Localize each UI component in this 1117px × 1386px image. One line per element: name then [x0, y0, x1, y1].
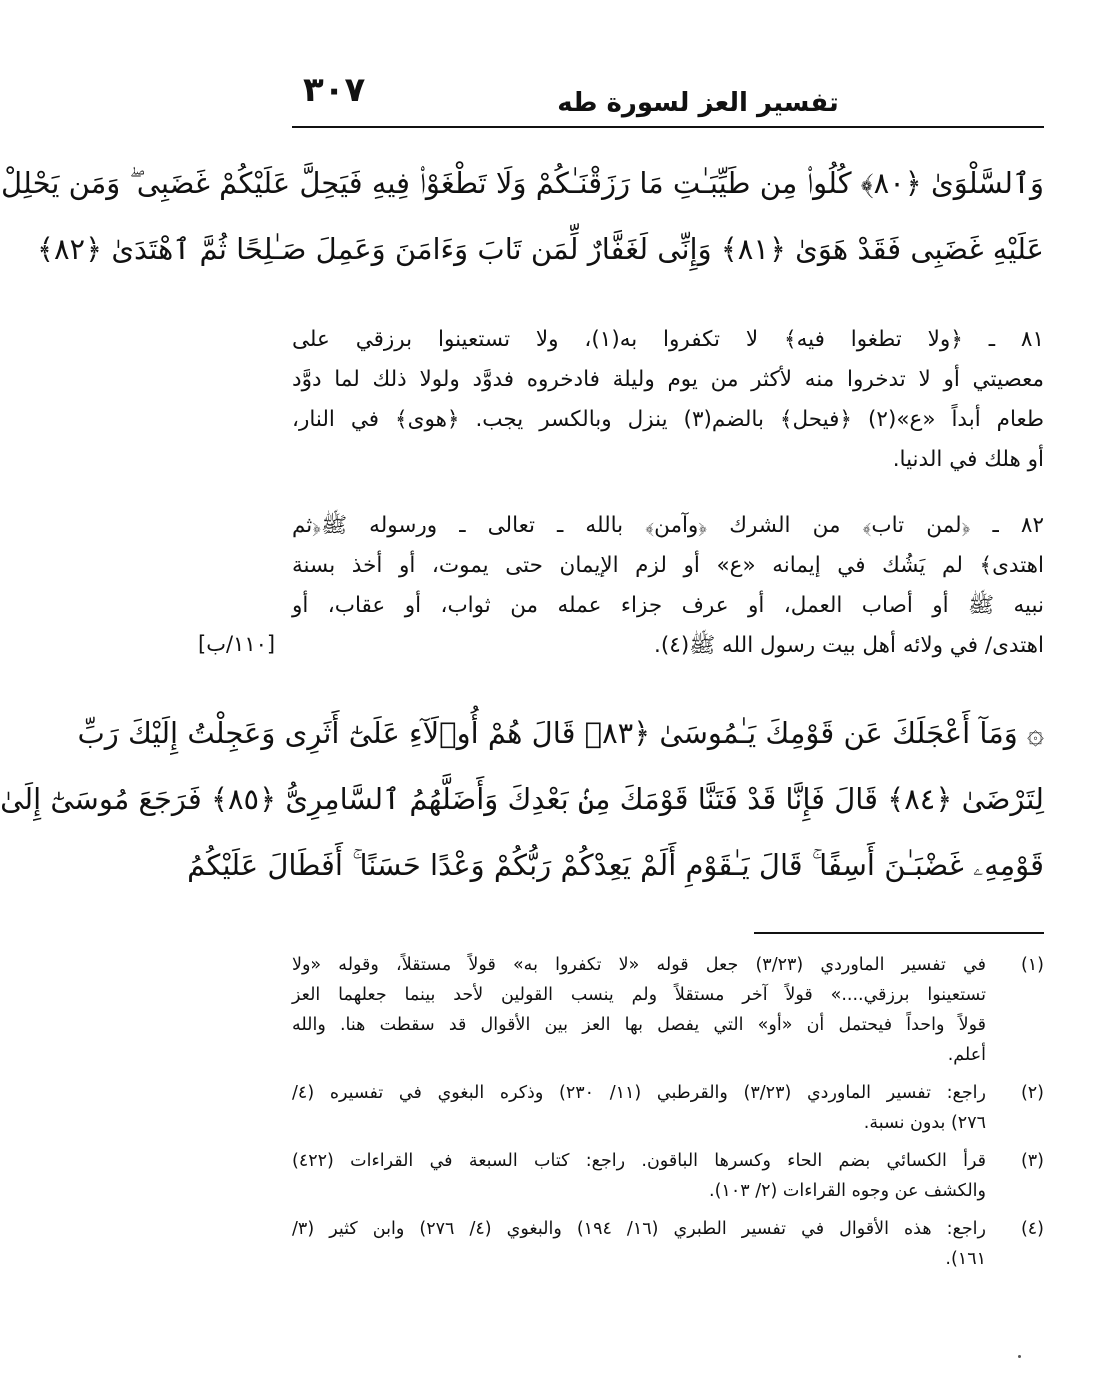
footnote-number: (١): [1020, 955, 1044, 975]
commentary-line: أو هلك في الدنيا.: [892, 447, 1044, 472]
commentary-verse-81: [292, 320, 1044, 480]
page-number: ٣٠٧: [303, 70, 366, 110]
quran-line: عَلَيْهِ غَضَبِى فَقَدْ هَوَىٰ ﴿٨١﴾ وَإِنِّى لَغَفَّارٌ لِّمَن تَابَ وَءَامَنَ وَعَمِلَ صَـٰلِحًا ثُمَّ ٱهْتَدَىٰ ﴿٨٢﴾: [36, 232, 1044, 266]
footnote: [292, 1214, 1044, 1274]
footnote-line: أعلم.: [947, 1045, 986, 1065]
quran-passage-2: [0, 700, 1044, 898]
footnote-line: تستعينوا برزقي....» قولاً آخر مستقلاً ولم ينسب القولين لأحد بينما جعلهما العز: [292, 985, 986, 1005]
footnotes: [292, 950, 1044, 1282]
scan-speck: [1018, 1355, 1021, 1358]
commentary-verse-82: [292, 506, 1044, 666]
footnote-line: قرأ الكسائي بضم الحاء وكسرها الباقون. راجع: كتاب السبعة في القراءات (٤٢٢): [292, 1151, 986, 1171]
quran-line: وَٱلسَّلْوَىٰ ﴿٨٠﴾ كُلُوا۟ مِن طَيِّبَـٰتِ مَا رَزَقْنَـٰكُمْ وَلَا تَطْغَوْا۟ فِيهِ فَيَحِلَّ عَلَيْكُمْ غَضَبِى ۖ وَمَن يَحْلِلْ: [1, 166, 1044, 200]
footnote-line: في تفسير الماوردي (٣/٢٣) جعل قوله «لا تكفروا به» قولاً مستقلاً، وقوله «ولا: [292, 955, 986, 975]
footnote-line: ١٦١).: [945, 1249, 986, 1269]
commentary-line: ٨٢ ـ ﴿لمن تاب﴾ من الشرك ﴿وآمن﴾ بالله ـ تعالى ـ ورسوله ﷺ﴿ثم: [292, 513, 1044, 538]
footnote-line: قولاً واحداً فيحتمل أن «أو» التي يفصل بها العز بين الأقوال قد سقطت هنا. والله: [292, 1015, 986, 1035]
manuscript-folio-marker: [١١٠/ب]: [198, 632, 276, 656]
footnote-number: (٢): [1020, 1083, 1044, 1103]
commentary-line: نبيه ﷺ أو أصاب العمل، أو عرف جزاء عمله من ثواب، أو عقاب، أو: [292, 593, 1044, 618]
footnote-divider: [754, 932, 1044, 934]
running-title: تفسير العز لسورة طه: [557, 88, 839, 118]
footnote-line: راجع: تفسير الماوردي (٣/٢٣) والقرطبي (١١/ ٢٣٠) وذكره البغوي في تفسيره (٤/: [292, 1083, 986, 1103]
header-divider: [292, 126, 1044, 128]
quran-line: ۞ وَمَآ أَعْجَلَكَ عَن قَوْمِكَ يَـٰمُوسَىٰ ﴿٨٣﴾ قَالَ هُمْ أُو۟لَآءِ عَلَىٰٓ أَثَرِى وَعَجِلْتُ إِلَيْكَ رَبِّ: [77, 716, 1044, 750]
footnote: [292, 1146, 1044, 1206]
quran-line: لِتَرْضَىٰ ﴿٨٤﴾ قَالَ فَإِنَّا قَدْ فَتَنَّا قَوْمَكَ مِنۢ بَعْدِكَ وَأَضَلَّهُمُ ٱلسَّامِرِىُّ ﴿٨٥﴾ فَرَجَعَ مُوسَىٰٓ إِلَىٰ: [0, 782, 1044, 816]
commentary-line: طعام أبداً «ع»(٢) ﴿فيحل﴾ بالضم(٣) ينزل وبالكسر يجب. ﴿هوى﴾ في النار،: [292, 407, 1044, 432]
footnote: [292, 1078, 1044, 1138]
footnote-number: (٣): [1020, 1151, 1044, 1171]
commentary-line: ٨١ ـ ﴿ولا تطغوا فيه﴾ لا تكفروا به(١)، ولا تستعينوا برزقي على: [292, 327, 1044, 352]
footnote-line: والكشف عن وجوه القراءات (٢/ ١٠٣).: [709, 1181, 986, 1201]
footnote-line: ٢٧٦) بدون نسبة.: [863, 1113, 986, 1133]
commentary-line: اهتدى/ في ولائه أهل بيت رسول الله ﷺ(٤).: [654, 633, 1044, 658]
commentary-line: معصيتي أو لا تدخروا منه لأكثر من يوم وليلة فادخروه فدوَّد ولولا ذلك لما دوَّد: [292, 367, 1044, 392]
quran-passage-1: [1, 150, 1044, 282]
footnote-line: راجع: هذه الأقوال في تفسير الطبري (١٦/ ١٩٤) والبغوي (٤/ ٢٧٦) وابن كثير (٣/: [292, 1219, 986, 1239]
footnote: [292, 950, 1044, 1070]
commentary-line: اهتدى﴾ لم يَشُك في إيمانه «ع» أو لزم الإيمان حتى يموت، أو أخذ بسنة: [292, 553, 1044, 578]
footnote-number: (٤): [1020, 1219, 1044, 1239]
quran-line: قَوْمِهِۦ غَضْبَـٰنَ أَسِفًا ۚ قَالَ يَـٰقَوْمِ أَلَمْ يَعِدْكُمْ رَبُّكُمْ وَعْدًا حَسَنًا ۚ أَفَطَالَ عَلَيْكُمُ: [187, 848, 1044, 882]
